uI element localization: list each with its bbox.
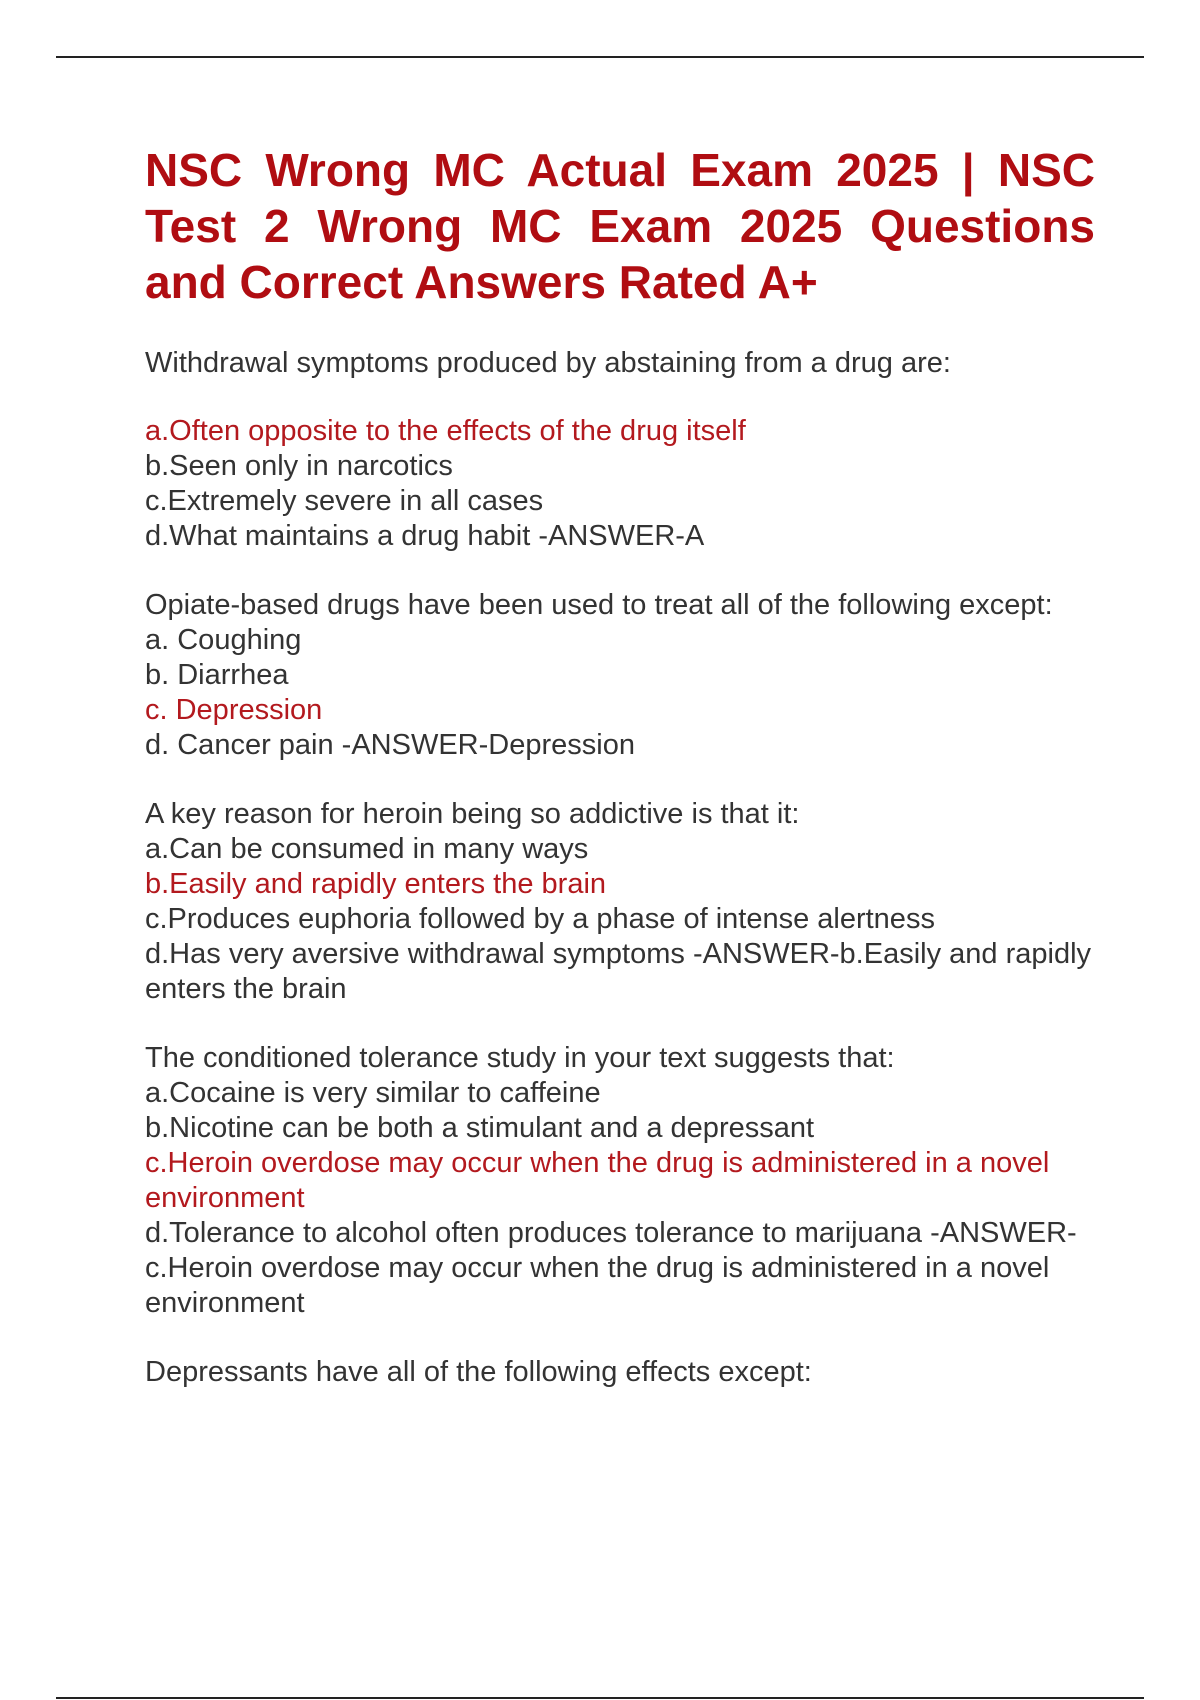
question-block bbox=[145, 1041, 1095, 1321]
answer-option: b.Seen only in narcotics bbox=[145, 450, 453, 482]
answer-option: d.What maintains a drug habit -ANSWER-A bbox=[145, 520, 705, 552]
question-stem: The conditioned tolerance study in your text suggests that: bbox=[145, 1042, 895, 1074]
question-block bbox=[145, 588, 1095, 763]
answer-option: b.Nicotine can be both a stimulant and a depressant bbox=[145, 1112, 815, 1144]
correct-answer-option: a.Often opposite to the effects of the drug itself bbox=[145, 415, 746, 447]
answer-option: d. Cancer pain -ANSWER-Depression bbox=[145, 729, 635, 761]
document-title: NSC Wrong MC Actual Exam 2025 | NSC Test 2 Wrong MC Exam 2025 Questions and Correct Answers Rated A+ bbox=[145, 144, 1095, 308]
answer-option: c.Produces euphoria followed by a phase of intense alertness bbox=[145, 903, 935, 935]
correct-answer-option: c. Depression bbox=[145, 694, 323, 726]
question-block bbox=[145, 1355, 1095, 1390]
page-content bbox=[145, 142, 1100, 1424]
question-stem: Opiate-based drugs have been used to treat all of the following except: bbox=[145, 589, 1053, 621]
correct-answer-option: c.Heroin overdose may occur when the drug is administered in a novel environment bbox=[145, 1147, 1058, 1214]
answer-option: a. Coughing bbox=[145, 624, 302, 656]
header-rule bbox=[56, 56, 1144, 58]
answer-option: a.Can be consumed in many ways bbox=[145, 833, 589, 865]
question-stem: Withdrawal symptoms produced by abstaining from a drug are: bbox=[145, 347, 951, 379]
question-stem: Depressants have all of the following effects except: bbox=[145, 1356, 812, 1388]
answer-option: a.Cocaine is very similar to caffeine bbox=[145, 1077, 601, 1109]
question-block bbox=[145, 346, 1095, 554]
question-list bbox=[145, 346, 1100, 1390]
question-block bbox=[145, 797, 1100, 1007]
answer-option: b. Diarrhea bbox=[145, 659, 289, 691]
footer-rule bbox=[56, 1697, 1144, 1699]
answer-option: d.Tolerance to alcohol often produces tolerance to marijuana -ANSWER-c.Heroin overdose may occur when the drug is administered in a novel environment bbox=[145, 1217, 1077, 1319]
question-stem: A key reason for heroin being so addictive is that it: bbox=[145, 798, 800, 830]
answer-option: c.Extremely severe in all cases bbox=[145, 485, 544, 517]
answer-option: d.Has very aversive withdrawal symptoms -ANSWER-b.Easily and rapidly enters the brain bbox=[145, 938, 1100, 1005]
correct-answer-option: b.Easily and rapidly enters the brain bbox=[145, 868, 607, 900]
